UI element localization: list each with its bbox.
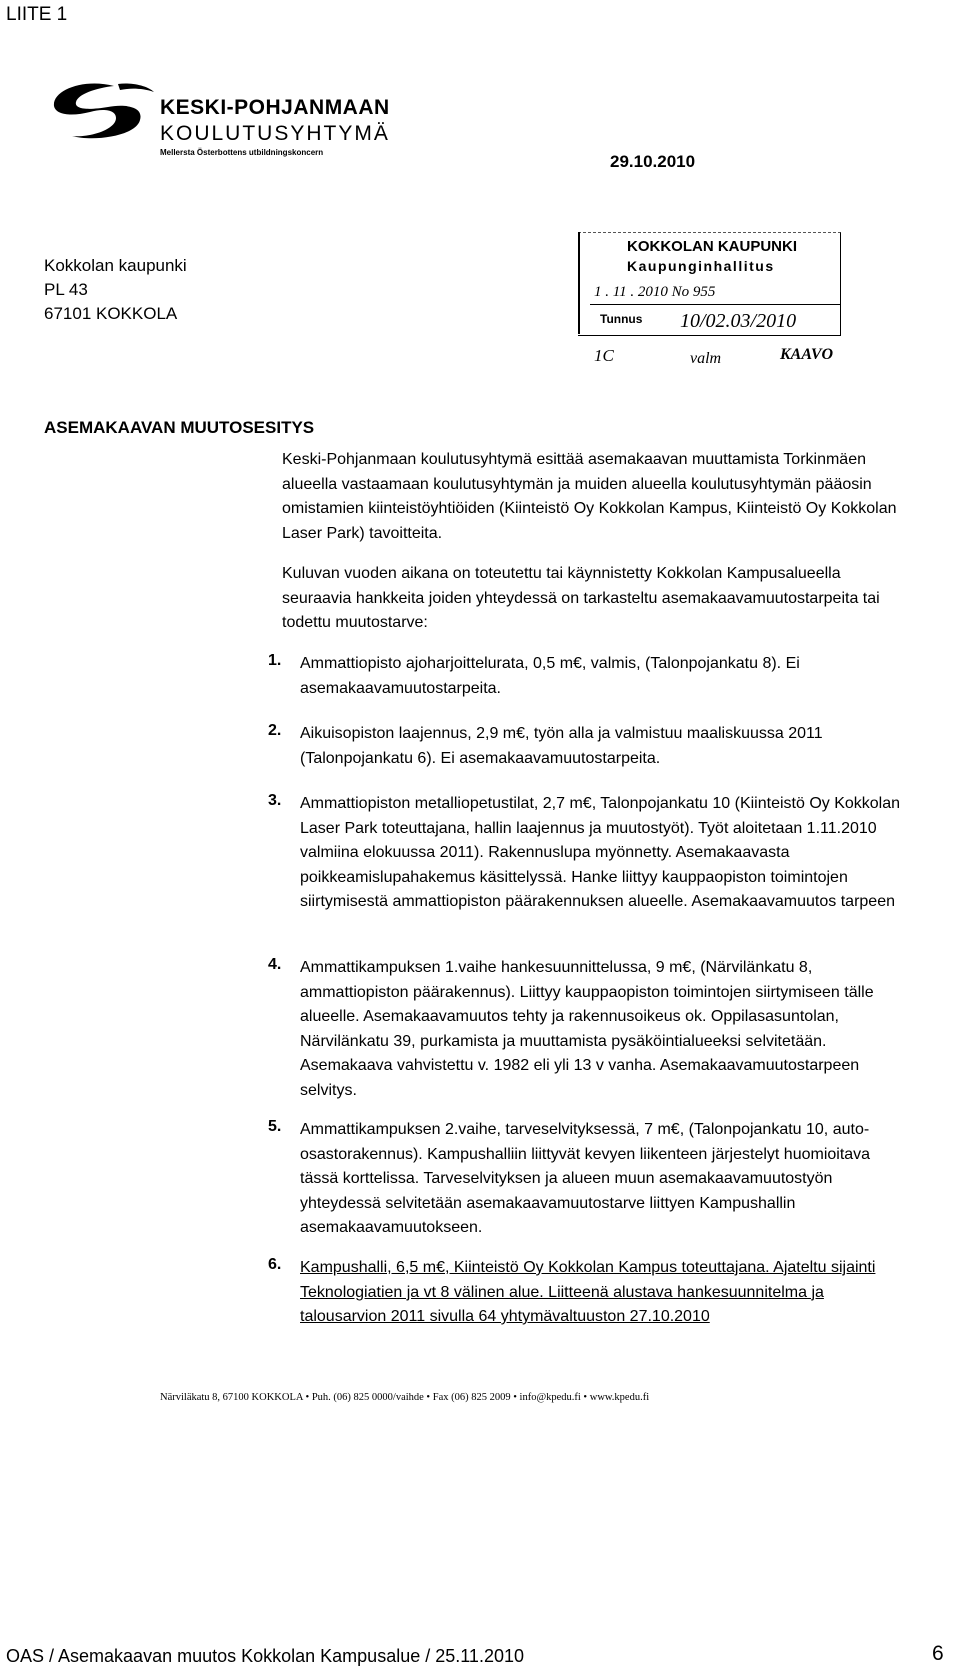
stamp-tunnus-label: Tunnus xyxy=(600,312,643,326)
stamp-date-number: 1 . 11 . 2010 No 955 xyxy=(594,284,716,300)
org-name-line2: KOULUTUSYHTYMÄ xyxy=(160,122,390,145)
item-number: 6. xyxy=(268,1256,282,1273)
list-item: Kampushalli, 6,5 m€, Kiinteistö Oy Kokkolan Kampus toteuttajana. Ajateltu sijainti Teknologiatien ja vt 8 välinen alue. Liitteenä alustava hankesuunnitelma ja talousarvion 2011 sivulla 64 yhtymävaltuuston 27.10.2010 xyxy=(300,1259,876,1325)
page-number: 6 xyxy=(932,1642,944,1665)
list-item: Ammattiopisto ajoharjoittelurata, 0,5 m€, valmis, (Talonpojankatu 8). Ei asemakaavamuutostarpeita. xyxy=(300,655,800,697)
address-line3: 67101 KOKKOLA xyxy=(44,304,178,323)
stamp-tunnus-value: 10/02.03/2010 xyxy=(680,310,797,332)
org-name-line1: KESKI-POHJANMAAN xyxy=(160,96,390,119)
item-number: 5. xyxy=(268,1118,282,1135)
list-item: Ammattiopiston metalliopetustilat, 2,7 m€, Talonpojankatu 10 (Kiinteistö Oy Kokkolan Laser Park toteuttajana, hallin laajennus ja muutostyöt). Työt aloitetaan 1.11.2010 valmiina elokuussa 2011). Rakennuslupa myönnetty. Asemakaavasta poikkeamislupahakemus käsittelyssä. Hanke liittyy kauppaopiston toimintojen siirtymisestä ammattiopiston päärakennuksen alueelle. Asemakaavamuutos tarpeen xyxy=(300,795,901,910)
item-number: 2. xyxy=(268,722,282,739)
address-line2: PL 43 xyxy=(44,280,88,299)
page-footer-text: OAS / Asemakaavan muutos Kokkolan Kampusalue / 25.11.2010 xyxy=(6,1646,524,1666)
stamp-board: Kaupunginhallitus xyxy=(627,258,775,274)
document-title: ASEMAKAAVAN MUUTOSESITYS xyxy=(44,418,315,437)
list-item: Ammattikampuksen 2.vaihe, tarveselvityksessä, 7 m€, (Talonpojankatu 10, auto-osastorakennus). Kampushalliin liittyvät kevyen liikenteen järjestelyt huomioitava tässä korttelissa. Tarveselvityksen ja alueen muun asemakaavamuutostyön yhteydessä selvitetään asemakaavamuutostarve liittyen Kampushallin asemakaavamuutokseen. xyxy=(300,1121,871,1236)
item-number: 3. xyxy=(268,792,282,809)
intro-paragraph-2: Kuluvan vuoden aikana on toteutettu tai käynnistetty Kokkolan Kampusalueella seuraavia hankkeita joiden yhteydessä on tarkasteltu asemakaavamuutostarpeita tai todettu muutostarve: xyxy=(282,565,880,631)
page-label: LIITE 1 xyxy=(6,4,68,25)
handwritten-note-2: valm xyxy=(690,350,722,367)
stamp-divider xyxy=(590,304,840,305)
org-name-swedish: Mellersta Österbottens utbildningskoncern xyxy=(160,148,324,157)
letterhead-footer: Närviläkatu 8, 67100 KOKKOLA • Puh. (06) 825 0000/vaihde • Fax (06) 825 2009 • info@kpedu.fi • www.kpedu.fi xyxy=(160,1392,650,1403)
item-number: 1. xyxy=(268,652,282,669)
handwritten-note-3: KAAVO xyxy=(780,346,834,363)
intro-paragraph-1: Keski-Pohjanmaan koulutusyhtymä esittää asemakaavan muuttamista Torkinmäen alueella vastaamaan koulutusyhtymän ja muiden alueella koulutusyhtymän pääosin omistamien kiinteistöyhtiöiden (Kiinteistö Oy Kokkolan Kampus, Kiinteistö Oy Kokkolan Laser Park) tavoitteita. xyxy=(282,451,897,542)
stamp-border xyxy=(578,232,580,334)
list-item: Aikuisopiston laajennus, 2,9 m€, työn alla ja valmistuu maaliskuussa 2011 (Talonpojankatu 6). Ei asemakaavamuutostarpeita. xyxy=(300,725,823,767)
list-item: Ammattikampuksen 1.vaihe hankesuunnittelussa, 9 m€, (Närvilänkatu 8, ammattiopiston päärakennus). Liittyy kauppaopiston toimintojen siirtymiseen tälle alueelle. Asemakaavamuutos tehty ja rakennusoikeus ok. Oppilasasuntolan, Närvilänkatu 39, purkamista ja muuttamista pysäköintialueeksi selvitetään. Asemakaava vahvistettu v. 1982 eli yli 13 v vanha. Asemakaavamuutostarpeen selvitys. xyxy=(300,959,874,1099)
stamp-city: KOKKOLAN KAUPUNKI xyxy=(627,238,797,255)
organization-logo xyxy=(44,80,156,142)
address-line1: Kokkolan kaupunki xyxy=(44,256,187,275)
item-number: 4. xyxy=(268,956,282,973)
letter-date: 29.10.2010 xyxy=(610,152,696,171)
handwritten-note-1: 1C xyxy=(594,346,614,365)
